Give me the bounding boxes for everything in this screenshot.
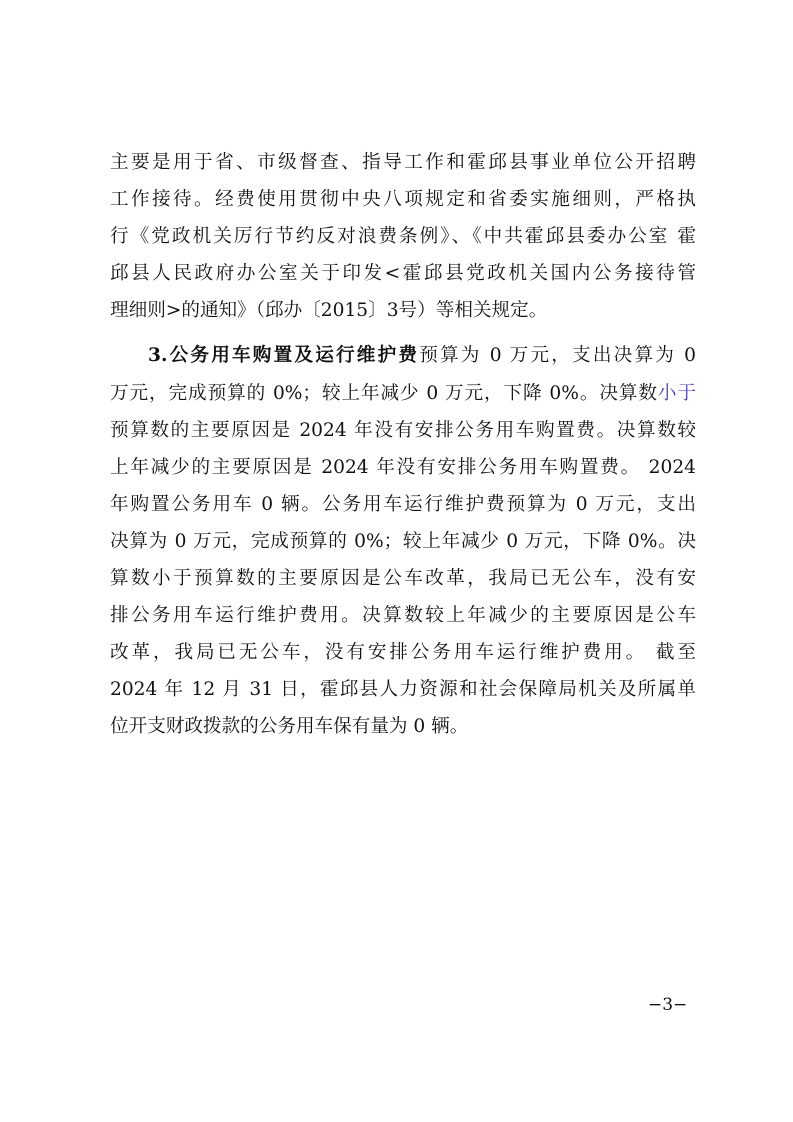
paragraph-line: 主要是用于省、市级督查、指导工作和霍邱县事业单位公开招聘: [110, 152, 696, 173]
paragraph-line: 上年减少的主要原因是 2024 年没有安排公务用车购置费。 2024: [110, 457, 696, 478]
section-heading: 3.公务用车购置及运行维护费: [148, 345, 420, 366]
paragraph-line: 算数小于预算数的主要原因是公车改革，我局已无公车，没有安: [110, 568, 696, 589]
paragraph-line: 行《党政机关厉行节约反对浪费条例》、《中共霍邱县委办公室 霍: [110, 226, 696, 247]
highlighted-link-text[interactable]: 小于: [657, 383, 696, 404]
paragraph-text: 万元，完成预算的 0%；较上年减少 0 万元，下降 0%。决算数: [110, 383, 658, 404]
paragraph-line: [110, 382, 696, 408]
section-heading-line: [148, 344, 696, 370]
paragraph-line: 位开支财政拨款的公务用车保有量为 0 辆。: [110, 716, 469, 737]
paragraph-line: 排公务用车运行维护费用。决算数较上年减少的主要原因是公车: [110, 605, 696, 626]
paragraph-line: 理细则>的通知》（邱办〔2015〕3号）等相关规定。: [110, 300, 548, 321]
paragraph-line: 改革，我局已无公车，没有安排公务用车运行维护费用。 截至: [110, 642, 696, 663]
paragraph-line: 工作接待。经费使用贯彻中央八项规定和省委实施细则，严格执: [110, 189, 696, 210]
paragraph-line: 2024 年 12 月 31 日，霍邱县人力资源和社会保障局机关及所属单: [110, 679, 696, 700]
paragraph-text: 预算为 0 万元，支出决算为 0: [419, 345, 696, 366]
paragraph-line: 年购置公务用车 0 辆。公务用车运行维护费预算为 0 万元，支出: [110, 494, 696, 515]
page-number: −3−: [648, 995, 688, 1015]
paragraph-line: 预算数的主要原因是 2024 年没有安排公务用车购置费。决算数较: [110, 420, 696, 441]
paragraph-line: 决算为 0 万元，完成预算的 0%；较上年减少 0 万元，下降 0%。决: [110, 531, 696, 552]
paragraph-line: 邱县人民政府办公室关于印发<霍邱县党政机关国内公务接待管: [110, 263, 696, 284]
